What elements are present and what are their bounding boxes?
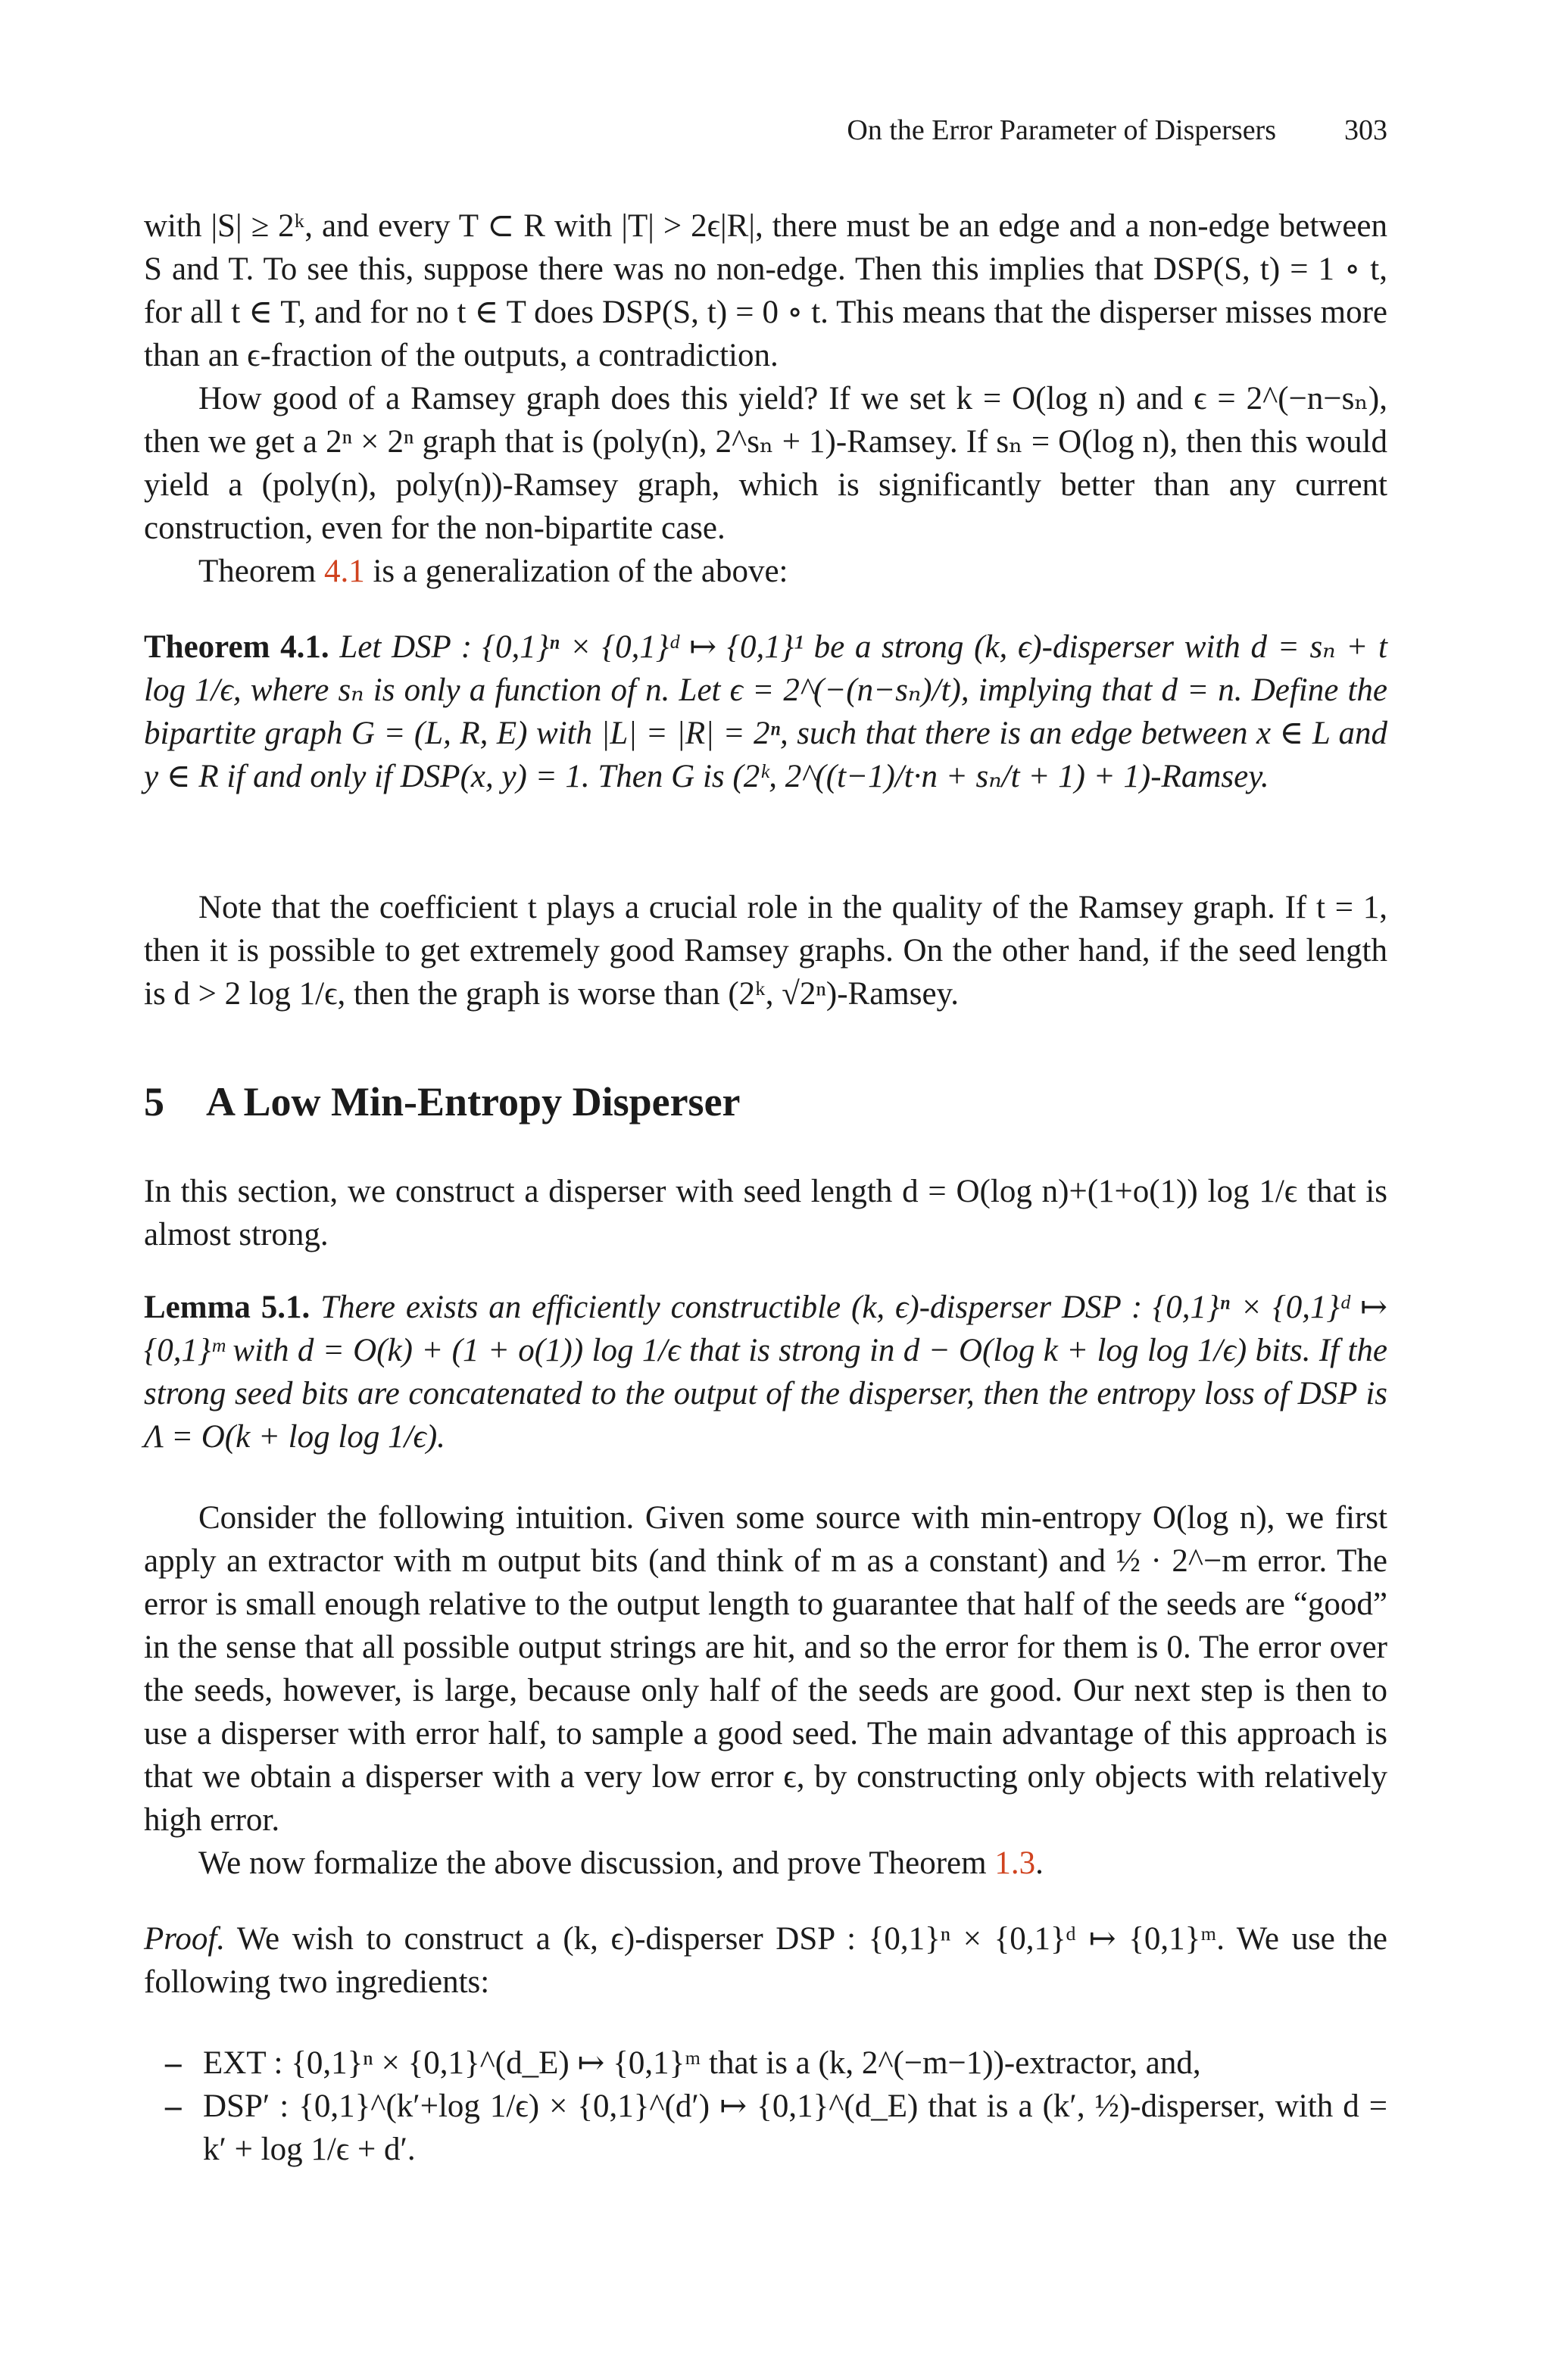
proof-body: We wish to construct a (k, ϵ)-disperser DSP : {0,1}ⁿ × {0,1}ᵈ ↦ {0,1}ᵐ. We use the following two ingredients: xyxy=(144,1921,1387,2000)
text: is a generalization of the above: xyxy=(364,554,788,589)
paragraph-4: Note that the coefficient t plays a crucial role in the quality of the Ramsey graph. If t = 1, then it is possible to get extremely good Ramsey graphs. On the other hand, if the seed length is d > 2 log 1/ϵ, then the graph is worse than (2ᵏ, √2ⁿ)-Ramsey. xyxy=(144,890,1387,1012)
ingredients-list xyxy=(144,2042,1387,2171)
section-number: 5 xyxy=(144,1079,164,1124)
paragraph-3 xyxy=(144,550,1387,593)
lemma-label: Lemma 5.1. xyxy=(144,1290,311,1325)
paragraph-5: In this section, we construct a disperser with seed length d = O(log n)+(1+o(1)) log 1/ϵ that is almost strong. xyxy=(144,1174,1387,1252)
list-item: – DSP′ : {0,1}^(k′+log 1/ϵ) × {0,1}^(d′) ↦ {0,1}^(d_E) that is a (k′, ½)-disperser, with d = k′ + log 1/ϵ + d′. xyxy=(144,2085,1387,2171)
list-item: – EXT : {0,1}ⁿ × {0,1}^(d_E) ↦ {0,1}ᵐ that is a (k, 2^(−m−1))-extractor, and, xyxy=(144,2042,1387,2085)
text: We now formalize the above discussion, and prove Theorem xyxy=(198,1845,995,1881)
proof xyxy=(144,1917,1387,2004)
text: . xyxy=(1035,1845,1044,1881)
theorem-ref-link[interactable]: 4.1 xyxy=(323,554,365,589)
lemma-5-1 xyxy=(144,1286,1387,1458)
page-number: 303 xyxy=(1344,114,1387,146)
paragraph-1: with |S| ≥ 2ᵏ, and every T ⊂ R with |T| > 2ϵ|R|, there must be an edge and a non-edge between S and T. To see this, suppose there was no non-edge. Then this implies that DSP(S, t) = 1 ∘ t, for all t ∈ T, and for no t ∈ T does DSP(S, t) = 0 ∘ t. This means that the disperser misses more than an ϵ-fraction of the outputs, a contradiction. xyxy=(144,208,1387,373)
section-title: A Low Min-Entropy Disperser xyxy=(206,1079,741,1124)
paragraph-6: Consider the following intuition. Given some source with min-entropy O(log n), we first apply an extractor with m output bits (and think of m as a constant) and ½ · 2^−m error. The error is small enough relative to the output length to guarantee that half of the seeds are “good” in the sense that all possible output strings are hit, and so the error for them is 0. The error over the seeds, however, is large, because only half of the seeds are good. Our next step is then to use a disperser with error half, to sample a good seed. The main advantage of this approach is that we obtain a disperser with a very low error ϵ, by constructing only objects with relatively high error. xyxy=(144,1500,1387,1838)
theorem-4-1 xyxy=(144,625,1387,798)
theorem-body: Let DSP : {0,1}ⁿ × {0,1}ᵈ ↦ {0,1}¹ be a strong (k, ϵ)-disperser with d = sₙ + t log 1/ϵ, where sₙ is only a function of n. Let ϵ = 2^(−(n−sₙ)/t), implying that d = n. Define the bipartite graph G = (L, R, E) with |L| = |R| = 2ⁿ, such that there is an edge between x ∈ L and y ∈ R if and only if DSP(x, y) = 1. Then G is (2ᵏ, 2^((t−1)/t·n + sₙ/t + 1) + 1)-Ramsey. xyxy=(144,629,1387,794)
proof-label: Proof. xyxy=(144,1921,226,1957)
theorem-ref-link[interactable]: 1.3 xyxy=(994,1845,1036,1881)
paragraph-7 xyxy=(144,1842,1387,1885)
running-header xyxy=(847,114,1387,147)
running-title: On the Error Parameter of Dispersers xyxy=(847,114,1276,146)
paragraph-2: How good of a Ramsey graph does this yield? If we set k = O(log n) and ϵ = 2^(−n−sₙ), then we get a 2ⁿ × 2ⁿ graph that is (poly(n), 2^sₙ + 1)-Ramsey. If sₙ = O(log n), then this would yield a (poly(n), poly(n))-Ramsey graph, which is significantly better than any current construction, even for the non-bipartite case. xyxy=(144,381,1387,546)
lemma-body: There exists an efficiently constructible (k, ϵ)-disperser DSP : {0,1}ⁿ × {0,1}ᵈ ↦ {0,1}ᵐ with d = O(k) + (1 + o(1)) log 1/ϵ that is strong in d − O(log k + log log 1/ϵ) bits. If the strong seed bits are concatenated to the output of the disperser, then the entropy loss of DSP is Λ = O(k + log log 1/ϵ). xyxy=(144,1290,1388,1455)
theorem-label: Theorem 4.1. xyxy=(144,629,329,665)
section-heading xyxy=(144,1075,1387,1128)
text: Theorem xyxy=(198,554,324,589)
